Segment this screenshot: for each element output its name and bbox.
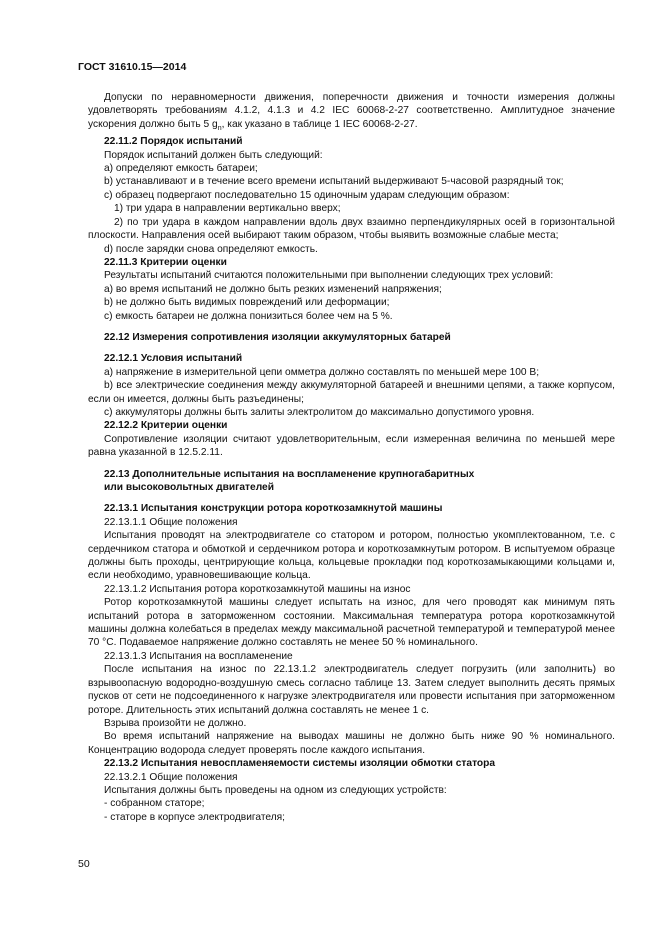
paragraph: Порядок испытаний должен быть следующий: <box>104 149 323 161</box>
paragraph: Взрыва произойти не должно. <box>104 717 247 729</box>
list-item: - статоре в корпусе электродвигателя; <box>104 811 286 823</box>
paragraph: Испытания проводят на электродвигателе со статором и ротором, полностью укомплектованном, т.е. с сердечником статора и обмоткой и сердечником ротора и короткозамкнутым ротором. В испытуемом образце должны быть проходы, центрирующие кольца, кольцевые прокладки под короткозамыкающими кольцами и, если необходимо, уравновешивающие кольца. <box>88 530 615 582</box>
list-item: 1) три удара в направлении вертикально вверх; <box>114 203 341 215</box>
subsection-heading: 22.13.2.1 Общие положения <box>104 771 238 783</box>
list-item: b) не должно быть видимых повреждений или деформации; <box>104 297 390 309</box>
list-item: b) все электрические соединения между аккумуляторной батареей и внешними цепями, а также корпусом, если он имеется, должны быть разъединены; <box>88 380 615 405</box>
standard-header: ГОСТ 31610.15—2014 <box>78 61 187 73</box>
list-item: c) образец подвергают последовательно 15 одиночным ударам следующим образом: <box>104 189 510 201</box>
page-body <box>88 91 615 824</box>
section-heading: 22.11.3 Критерии оценки <box>104 256 227 268</box>
section-heading: 22.13 Дополнительные испытания на воспламенение крупногабаритных <box>104 468 475 480</box>
list-item: - собранном статоре; <box>104 798 205 810</box>
subsection-heading: 22.13.1.1 Общие положения <box>104 516 238 528</box>
paragraph: Сопротивление изоляции считают удовлетворительным, если измеренная величина по меньшей мере равна указанной в 12.5.2.11. <box>88 433 615 459</box>
section-heading: 22.12 Измерения сопротивления изоляции аккумуляторных батарей <box>104 331 451 343</box>
section-heading: или высоковольтных двигателей <box>104 482 274 493</box>
list-item: d) после зарядки снова определяют емкость. <box>104 243 318 255</box>
paragraph: После испытания на износ по 22.13.1.2 электродвигатель следует погрузить (или заполнить) во взрывоопасную водородно-воздушную смесь согласно таблице 13. Затем следует выполнить десять прямых пусков от сети не подсоединенного к нагрузке электродвигателя или провести испытания при заторможенном роторе. Длительность этих испытаний должна составлять не менее 1 с. <box>88 664 615 716</box>
list-item: b) устанавливают и в течение всего времени испытаний выдерживают 5-часовой разрядный ток; <box>104 176 564 188</box>
paragraph: Допуски по неравномерности движения, поперечности движения и точности измерения должны удовлетворять требованиям 4.1.2, 4.1.3 и 4.2 IEC 60068-2-27 соответственно. Амплитудное значение ускорения должно быть 5 $g_n$, как указано в таблице 1 IEC 60068-2-27. <box>88 92 615 132</box>
list-item: a) во время испытаний не должно быть резких изменений напряжения; <box>104 283 442 295</box>
paragraph: Результаты испытаний считаются положительными при выполнении следующих трех условий: <box>104 270 554 282</box>
list-item: a) напряжение в измерительной цепи омметра должно составлять по меньшей мере 100 В; <box>104 366 540 378</box>
paragraph: Ротор короткозамкнутой машины следует испытать на износ, для чего проводят как минимум пять испытаний ротора в заторможенном состоянии. Максимальная температура ротора короткозамкнутой машины должна колебаться в пределах между максимальной расчетной температурой и температурой менее 70 °С. Подаваемое напряжение должно составлять не менее 50 % номинального. <box>88 597 615 649</box>
section-heading: 22.12.2 Критерии оценки <box>104 420 228 432</box>
section-heading: 22.11.2 Порядок испытаний <box>104 136 243 148</box>
section-heading: 22.12.1 Условия испытаний <box>104 353 243 365</box>
list-item: a) определяют емкость батареи; <box>104 163 258 175</box>
page-number: 50 <box>78 858 90 870</box>
section-heading: 22.13.2 Испытания невоспламеняемости системы изоляции обмотки статора <box>104 758 496 770</box>
subsection-heading: 22.13.1.3 Испытания на воспламенение <box>104 650 293 662</box>
section-heading: 22.13.1 Испытания конструкции ротора короткозамкнутой машины <box>104 503 443 515</box>
list-item: 2) по три удара в каждом направлении вдоль двух взаимно перпендикулярных осей в горизонтальной плоскости. Направления осей выбирают таким образом, чтобы выявить возможные слабые места; <box>88 216 615 242</box>
list-item: c) аккумуляторы должны быть залиты электролитом до максимально допустимого уровня. <box>104 406 535 418</box>
list-item: c) емкость батареи не должна понизиться более чем на 5 %. <box>104 310 393 322</box>
subsection-heading: 22.13.1.2 Испытания ротора короткозамкнутой машины на износ <box>104 583 411 595</box>
paragraph: Испытания должны быть проведены на одном из следующих устройств: <box>104 784 447 796</box>
paragraph: Во время испытаний напряжение на выводах машины не должно быть ниже 90 % номинального. Концентрацию водорода следует проверять после каждого испытания. <box>88 731 615 756</box>
